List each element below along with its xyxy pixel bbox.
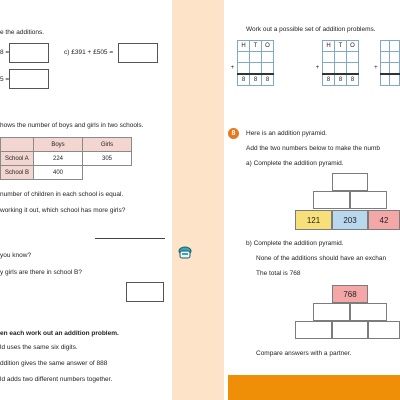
- pyramid-a-middle-brick[interactable]: [313, 191, 350, 209]
- different-numbers-text: ld adds two different numbers together.: [0, 376, 113, 383]
- pv-cell[interactable]: [380, 63, 390, 75]
- table-cell: 305: [83, 152, 132, 166]
- answer-digit: 8: [323, 74, 335, 86]
- table-header-girls: Girls: [83, 138, 132, 152]
- pv-cell[interactable]: [390, 52, 400, 63]
- question-b-tail: 8 =: [0, 49, 10, 56]
- pyramid-b-middle-brick[interactable]: [313, 303, 350, 321]
- equal-children-text: number of children in each school is equal.: [0, 191, 124, 198]
- pv-header: T: [335, 41, 347, 52]
- question-d-tail: 5 =: [0, 76, 10, 83]
- pv-header: O: [347, 41, 359, 52]
- answer-line[interactable]: [95, 238, 165, 239]
- pyramid-b-base-brick[interactable]: [295, 321, 332, 339]
- pv-header: O: [262, 41, 274, 52]
- pyramid-a-middle-brick[interactable]: [350, 191, 387, 209]
- pyramid-a-base-brick: 203: [332, 210, 368, 230]
- pv-cell[interactable]: [390, 63, 400, 75]
- q8b-text: b) Complete the addition pyramid.: [246, 240, 344, 247]
- pv-header: T: [250, 41, 262, 52]
- place-value-grid-3: [372, 40, 400, 86]
- answer-box-b[interactable]: [9, 43, 49, 63]
- pv-cell[interactable]: [262, 52, 274, 63]
- plus-sign: +: [315, 65, 320, 72]
- pyramid-b-base-brick[interactable]: [368, 321, 400, 339]
- know-text: you know?: [0, 252, 32, 259]
- table-intro: hows the number of boys and girls in two schools.: [0, 122, 144, 129]
- work-out-text: Work out a possible set of addition problems.: [246, 26, 376, 33]
- pv-header: H: [323, 41, 335, 52]
- pv-cell[interactable]: [262, 63, 274, 75]
- pv-cell[interactable]: [380, 41, 390, 52]
- pv-cell[interactable]: [238, 52, 250, 63]
- same-answer-text: ddition gives the same answer of 888: [0, 360, 108, 367]
- pyramid-b-middle-brick[interactable]: [350, 303, 387, 321]
- pyramid-b-top-brick: 768: [332, 285, 368, 303]
- table-corner: [1, 138, 34, 152]
- same-digits-text: ld uses the same six digits.: [0, 344, 78, 351]
- answer-digit: 8: [238, 74, 250, 86]
- pv-cell[interactable]: [347, 63, 359, 75]
- footer-bar: [228, 375, 400, 400]
- plus-sign: +: [230, 65, 235, 72]
- boys-girls-table: [0, 137, 132, 180]
- q8-instruction: Add the two numbers below to make the numb: [246, 145, 381, 152]
- q8a-text: a) Complete the addition pyramid.: [246, 160, 344, 167]
- pyramid-b-base-brick[interactable]: [332, 321, 368, 339]
- page-spine: [172, 0, 224, 400]
- working-text: working it out, which school has more girls?: [0, 207, 126, 214]
- pv-cell[interactable]: [347, 52, 359, 63]
- pyramid-a-top-brick[interactable]: [332, 173, 368, 191]
- pv-cell[interactable]: [323, 63, 335, 75]
- answer-digit: 8: [347, 74, 359, 86]
- pv-cell[interactable]: [335, 52, 347, 63]
- question-c: c) £391 + £505 =: [64, 49, 114, 56]
- table-cell-empty: [83, 166, 132, 180]
- compare-text: Compare answers with a partner.: [256, 350, 352, 357]
- answer-digit: 8: [335, 74, 347, 86]
- place-value-grid-1: [228, 40, 274, 86]
- answer-box-d[interactable]: [9, 69, 49, 89]
- pv-cell[interactable]: [390, 41, 400, 52]
- pv-cell[interactable]: [380, 52, 390, 63]
- pyramid-a-base-brick: 121: [295, 210, 332, 230]
- pv-cell[interactable]: [250, 63, 262, 75]
- place-value-grid-2: [313, 40, 359, 86]
- question-number-badge: 8: [228, 128, 239, 139]
- pv-cell[interactable]: [335, 63, 347, 75]
- answer-box-c[interactable]: [118, 43, 158, 63]
- table-row-label: School B: [1, 166, 34, 180]
- pv-cell[interactable]: [323, 52, 335, 63]
- q8b-total-text: The total is 768: [256, 270, 301, 277]
- answer-digit: 8: [250, 74, 262, 86]
- answer-box-girls[interactable]: [126, 282, 164, 302]
- pv-cell[interactable]: [238, 63, 250, 75]
- girls-school-b-text: y girls are there in school B?: [0, 269, 83, 276]
- table-header-boys: Boys: [34, 138, 83, 152]
- table-cell: 400: [34, 166, 83, 180]
- q8-title: Here is an addition pyramid.: [246, 130, 327, 137]
- pv-header: H: [238, 41, 250, 52]
- pyramid-a-base-brick: 42: [368, 210, 400, 230]
- table-row-label: School A: [1, 152, 34, 166]
- ink-pot-icon: [177, 245, 193, 261]
- pv-cell[interactable]: [250, 52, 262, 63]
- plus-sign: +: [374, 65, 378, 72]
- table-cell: 224: [34, 152, 83, 166]
- pv-cell[interactable]: [390, 74, 400, 86]
- pv-cell[interactable]: [380, 74, 390, 86]
- left-heading: e the additions.: [0, 29, 45, 36]
- q8b-none-text: None of the additions should have an exchan: [256, 255, 387, 262]
- each-work-text: en each work out an addition problem.: [0, 330, 119, 337]
- answer-digit: 8: [262, 74, 274, 86]
